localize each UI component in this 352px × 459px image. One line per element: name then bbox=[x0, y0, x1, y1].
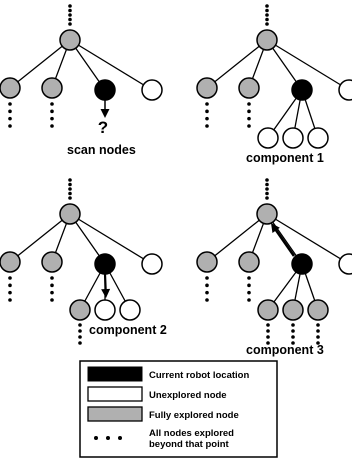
explored-node bbox=[257, 30, 277, 50]
ellipsis-icon bbox=[265, 4, 269, 26]
unexplored-node bbox=[283, 128, 303, 148]
ellipsis-icon bbox=[291, 323, 295, 345]
explored-node bbox=[60, 30, 80, 50]
explored-node bbox=[42, 78, 62, 98]
panel-label-scan-nodes: scan nodes bbox=[67, 143, 136, 157]
explored-node bbox=[70, 300, 90, 320]
explored-node bbox=[42, 252, 62, 272]
ellipsis-icon bbox=[78, 323, 82, 345]
panel-component-1 bbox=[197, 4, 352, 148]
legend-explored-label: Fully explored node bbox=[149, 410, 239, 421]
explored-node bbox=[197, 252, 217, 272]
explored-node bbox=[0, 78, 20, 98]
panel-label-component-1: component 1 bbox=[246, 151, 324, 165]
panel-label-component-2: component 2 bbox=[89, 323, 167, 337]
unexplored-node bbox=[308, 128, 328, 148]
ellipsis-icon bbox=[205, 102, 209, 128]
question-mark: ? bbox=[97, 118, 109, 137]
legend-beyond-label-line2: beyond that point bbox=[149, 439, 229, 450]
explored-node bbox=[283, 300, 303, 320]
scan-arrow-head bbox=[101, 109, 110, 118]
explored-node bbox=[197, 78, 217, 98]
descend-arrow-shaft bbox=[105, 274, 106, 291]
return-arrow-shaft bbox=[275, 229, 294, 256]
explored-node bbox=[60, 204, 80, 224]
explored-node bbox=[257, 204, 277, 224]
explored-node bbox=[0, 252, 20, 272]
ellipsis-icon bbox=[8, 102, 12, 128]
ellipsis-icon bbox=[247, 276, 251, 302]
legend-robot-label: Current robot location bbox=[149, 370, 250, 381]
ellipsis-icon bbox=[8, 276, 12, 302]
legend-robot-swatch bbox=[88, 367, 142, 381]
ellipsis-icon bbox=[265, 178, 269, 200]
robot-node bbox=[95, 80, 115, 100]
ellipsis-icon bbox=[50, 102, 54, 128]
unexplored-node bbox=[339, 254, 352, 274]
unexplored-node bbox=[258, 128, 278, 148]
panel-component-2 bbox=[0, 178, 162, 345]
ellipsis-icon bbox=[68, 4, 72, 26]
ellipsis-icon bbox=[50, 276, 54, 302]
ellipsis-icon bbox=[266, 323, 270, 345]
explored-node bbox=[239, 252, 259, 272]
ellipsis-icon bbox=[205, 276, 209, 302]
legend-beyond-label-line1: All nodes explored bbox=[149, 428, 234, 439]
legend-unexplored-label: Unexplored node bbox=[149, 390, 227, 401]
panel-component-3 bbox=[197, 178, 352, 345]
unexplored-node bbox=[95, 300, 115, 320]
robot-node bbox=[292, 254, 312, 274]
unexplored-node bbox=[120, 300, 140, 320]
legend-explored-swatch bbox=[88, 407, 142, 421]
robot-node bbox=[95, 254, 115, 274]
robot-node bbox=[292, 80, 312, 100]
legend-unexplored-swatch bbox=[88, 387, 142, 401]
explored-node bbox=[239, 78, 259, 98]
explored-node bbox=[258, 300, 278, 320]
unexplored-node bbox=[339, 80, 352, 100]
explored-node bbox=[308, 300, 328, 320]
unexplored-node bbox=[142, 254, 162, 274]
legend bbox=[80, 361, 277, 457]
panel-scan-nodes bbox=[0, 4, 162, 128]
panel-label-component-3: component 3 bbox=[246, 343, 324, 357]
ellipsis-icon bbox=[316, 323, 320, 345]
descend-arrow-head bbox=[101, 289, 110, 298]
ellipsis-icon bbox=[68, 178, 72, 200]
unexplored-node bbox=[142, 80, 162, 100]
ellipsis-icon bbox=[247, 102, 251, 128]
